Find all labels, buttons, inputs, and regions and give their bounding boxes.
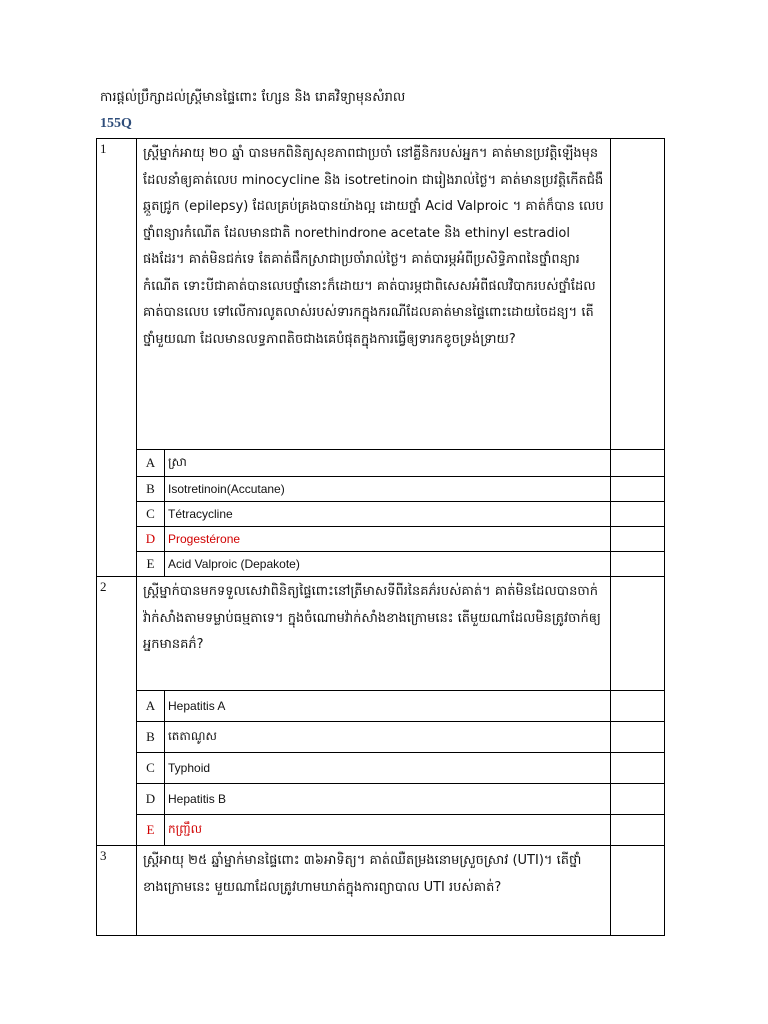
option-letter: A: [137, 450, 165, 477]
option-mark-cell: [611, 527, 665, 552]
answer-cell: [611, 139, 665, 450]
option-row: [97, 753, 665, 784]
option-letter: E: [137, 552, 165, 577]
option-letter: B: [137, 722, 165, 753]
question-stem: ស្រ្តីអាយុ ២៥ ឆ្នាំម្នាក់មានផ្ទៃពោះ ៣៦អាទិត្យ។ គាត់ឈឺតម្រងនោមស្រួចស្រាវ (UTI)។ តើថ្នាំ ខាងក្រោមនេះ មួយណាដែលត្រូវហាមឃាត់ក្នុងការព្យាបាល UTI របស់គាត់?: [137, 846, 611, 936]
option-row: [97, 784, 665, 815]
option-text-correct: កញ្ជ្រឹល: [165, 815, 611, 846]
document-title: ការផ្តល់ប្រឹក្សាដល់ស្រ្តីមានផ្ទៃពោះ ហ្សែន និង រោគវិទ្យាមុនសំរាល: [100, 90, 406, 105]
option-row: [97, 815, 665, 846]
option-row: [97, 502, 665, 527]
option-letter-correct: E: [137, 815, 165, 846]
option-letter: B: [137, 477, 165, 502]
option-row: [97, 691, 665, 722]
question-row: [97, 139, 665, 450]
answer-cell: [611, 577, 665, 691]
option-mark-cell: [611, 753, 665, 784]
option-letter: D: [137, 784, 165, 815]
option-row: [97, 552, 665, 577]
option-row: [97, 477, 665, 502]
option-text: Hepatitis A: [165, 691, 611, 722]
question-table: [96, 138, 665, 936]
option-mark-cell: [611, 784, 665, 815]
option-letter-correct: D: [137, 527, 165, 552]
question-number: 3: [97, 846, 137, 936]
option-row: [97, 527, 665, 552]
option-row: [97, 722, 665, 753]
option-mark-cell: [611, 815, 665, 846]
question-stem: ស្រ្តីម្នាក់បានមកទទួលសេវាពិនិត្យផ្ទៃពោះនៅត្រីមាសទីពីរនៃគភ៌របស់គាត់។ គាត់មិនដែលបានចាក់វ៉ាក់សាំងតាមទម្លាប់ធម្មតាទេ។ ក្នុងចំណោមវ៉ាក់សាំងខាងក្រោមនេះ តើមួយណាដែលមិនត្រូវចាក់ឲ្យអ្នកមានគភ៌?: [137, 577, 611, 691]
option-mark-cell: [611, 552, 665, 577]
option-text: Acid Valproic (Depakote): [165, 552, 611, 577]
option-text: Typhoid: [165, 753, 611, 784]
question-number: 2: [97, 577, 137, 846]
question-number: 1: [97, 139, 137, 577]
option-letter: C: [137, 753, 165, 784]
question-row: [97, 846, 665, 936]
question-set-code: 155Q: [100, 116, 132, 131]
option-mark-cell: [611, 502, 665, 527]
option-text: Tétracycline: [165, 502, 611, 527]
option-row: [97, 450, 665, 477]
option-text-correct: Progestérone: [165, 527, 611, 552]
option-mark-cell: [611, 722, 665, 753]
option-mark-cell: [611, 691, 665, 722]
option-letter: A: [137, 691, 165, 722]
question-stem: ស្រ្តីម្នាក់អាយុ ២០ ឆ្នាំ បានមកពិនិត្យសុខភាពជាប្រចាំ នៅគ្លីនិករបស់អ្នក។ គាត់មានប្រវត្តិឡើងមុន ដែលនាំឲ្យគាត់លេប minocycline និង isotretinoin ជារៀងរាល់ថ្ងៃ។ គាត់មានប្រវត្តិកើតជំងឺ ឆ្កួតជ្រូក (epilepsy) ដែលគ្រប់គ្រងបានយ៉ាងល្អ ដោយថ្នាំ Acid Valproic ។ គាត់ក៏បាន លេបថ្នាំពន្យារកំណើត ដែលមានជាតិ norethindrone acetate និង ethinyl estradiol ផងដែរ។ គាត់មិនជក់ទេ តែគាត់ផឹកស្រាជាប្រចាំរាល់ថ្ងៃ។ គាត់បារម្ភអំពីប្រសិទ្ធិភាពនៃថ្នាំពន្យារកំណើត ទោះបីជាគាត់បានលេបថ្នាំនោះក៏ដោយ។ គាត់បារម្ភជាពិសេសអំពីផលវិបាករបស់ថ្នាំដែលគាត់បានលេប ទៅលើការលូតលាស់របស់ទារកក្នុងករណីដែលគាត់មានផ្ទៃពោះដោយចៃដន្យ។ តើថ្នាំមួយណា ដែលមានលទ្ធភាពតិចជាងគេបំផុតក្នុងការធ្វើឲ្យទារកខូចទ្រង់ទ្រាយ?: [137, 139, 611, 450]
answer-cell: [611, 846, 665, 936]
option-text: Isotretinoin(Accutane): [165, 477, 611, 502]
option-text: តេតាណូស: [165, 722, 611, 753]
option-text: ស្រា: [165, 450, 611, 477]
option-mark-cell: [611, 477, 665, 502]
question-row: [97, 577, 665, 691]
option-letter: C: [137, 502, 165, 527]
option-mark-cell: [611, 450, 665, 477]
option-text: Hepatitis B: [165, 784, 611, 815]
